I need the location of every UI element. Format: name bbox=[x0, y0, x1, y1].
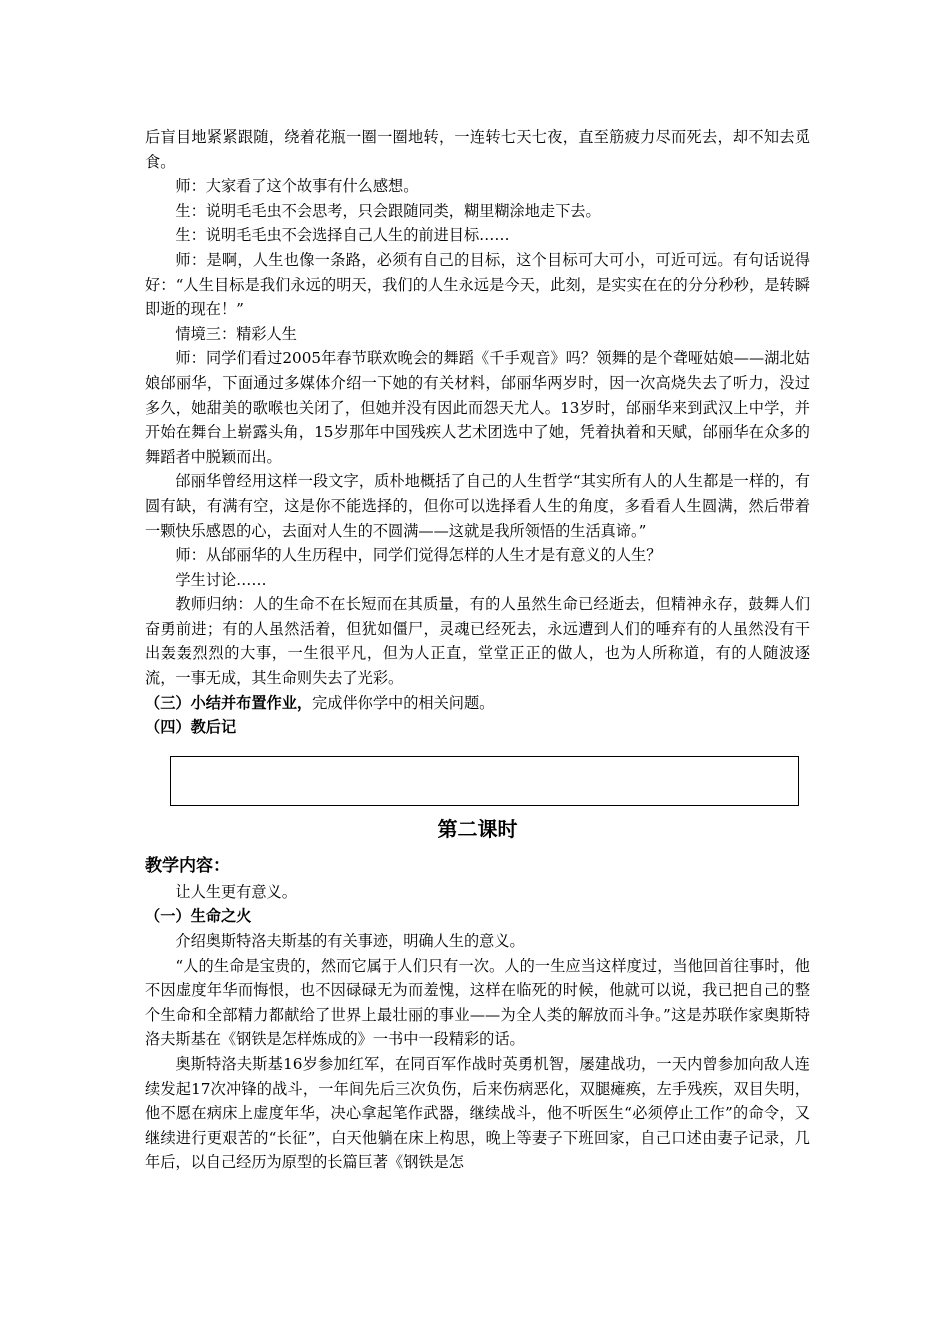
paragraph: 后盲目地紧紧跟随，绕着花瓶一圈一圈地转，一连转七天七夜，直至筋疲力尽而死去，却不知去觅食。 bbox=[145, 128, 810, 171]
paragraph: 邰丽华曾经用这样一段文字，质朴地概括了自己的人生哲学“其实所有人的人生都是一样的，有圆有缺，有满有空，这是你不能选择的，但你可以选择看人生的角度，多看看人生圆满，然后带着一颗快乐感恩的心，去面对人生的不圆满——这就是我所领悟的生活真谛。” bbox=[145, 472, 810, 540]
paragraph: 师：同学们看过2005年春节联欢晚会的舞蹈《千手观音》吗？领舞的是个聋哑姑娘——湖北姑娘邰丽华，下面通过多媒体介绍一下她的有关材料，邰丽华两岁时，因一次高烧失去了听力，没过多久，她甜美的歌喉也关闭了，但她并没有因此而怨天尤人。13岁时，邰丽华来到武汉上中学，并开始在舞台上崭露头角，15岁那年中国残疾人艺术团选中了她，凭着执着和天赋，邰丽华在众多的舞蹈者中脱颖而出。 bbox=[145, 349, 810, 466]
paragraph: 奥斯特洛夫斯基16岁参加红军，在同百军作战时英勇机智，屡建战功，一天内曾参加向敌人连续发起17次冲锋的战斗，一年间先后三次负伤，后来伤病恶化，双腿瘫痪，左手残疾，双目失明，他不愿在病床上虚度年华，决心拿起笔作武器，继续战斗，他不听医生“必须停止工作”的命令，又继续进行更艰苦的“长征”，白天他躺在床上构思，晚上等妻子下班回家，自己口述由妻子记录，几年后，以自己经历为原型的长篇巨著《钢铁是怎 bbox=[145, 1055, 810, 1172]
paragraph: 介绍奥斯特洛夫斯基的有关事迹，明确人生的意义。 bbox=[175, 932, 525, 951]
paragraph: 生：说明毛毛虫不会选择自己人生的前进目标…… bbox=[175, 226, 510, 245]
summary-heading bbox=[145, 691, 810, 716]
content-text: 让人生更有意义。 bbox=[175, 882, 297, 901]
paragraph: “人的生命是宝贵的，然而它属于人们只有一次。人的一生应当这样度过，当他回首往事时，他不因虚度年华而悔恨，也不因碌碌无为而羞愧，这样在临死的时候，他就可以说，我已把自己的整个生命和全部精力都献给了世界上最壮丽的事业——为全人类的解放而斗争。”这是苏联作家奥斯特洛夫斯基在《钢铁是怎样炼成的》一书中一段精彩的话。 bbox=[145, 956, 810, 1049]
paragraph: 教师归纳：人的生命不在长短而在其质量，有的人虽然生命已经逝去，但精神永存，鼓舞人们奋勇前进；有的人虽然活着，但犹如僵尸，灵魂已经死去，永远遭到人们的唾弃有的人虽然没有干出轰轰烈烈的大事，一生很平凡，但为人正直，堂堂正正的做人，也为人所称道，有的人随波逐流，一事无成，其生命则失去了光彩。 bbox=[145, 595, 810, 688]
paragraph: 师：大家看了这个故事有什么感想。 bbox=[175, 177, 419, 196]
paragraph: 师：从邰丽华的人生历程中，同学们觉得怎样的人生才是有意义的人生？ bbox=[175, 546, 662, 565]
paragraph: 学生讨论…… bbox=[175, 570, 267, 589]
lesson-two-body bbox=[145, 929, 810, 1175]
content-heading: 教学内容： bbox=[145, 855, 230, 876]
document-page bbox=[145, 125, 810, 1175]
reflection-notes-box bbox=[170, 756, 799, 806]
paragraph: 生：说明毛毛虫不会思考，只会跟随同类，糊里糊涂地走下去。 bbox=[175, 201, 601, 220]
scenario-heading: 情境三：精彩人生 bbox=[175, 324, 297, 343]
summary-heading-bold: （三）小结并布置作业， bbox=[145, 693, 313, 712]
paragraph: 师：是啊，人生也像一条路，必须有自己的目标，这个目标可大可小，可近可远。有句话说得好：“人生目标是我们永远的明天，我们的人生永远是今天，此刻，是实实在在的分分秒秒，是转瞬即逝的现在！” bbox=[145, 250, 810, 319]
summary-heading-text: 完成伴你学中的相关问题。 bbox=[312, 693, 495, 712]
lesson-title: 第二课时 bbox=[437, 816, 518, 841]
section-one-heading: （一）生命之火 bbox=[145, 907, 252, 926]
reflection-heading: （四）教后记 bbox=[145, 718, 237, 737]
lesson-one-dialogue bbox=[145, 125, 810, 691]
